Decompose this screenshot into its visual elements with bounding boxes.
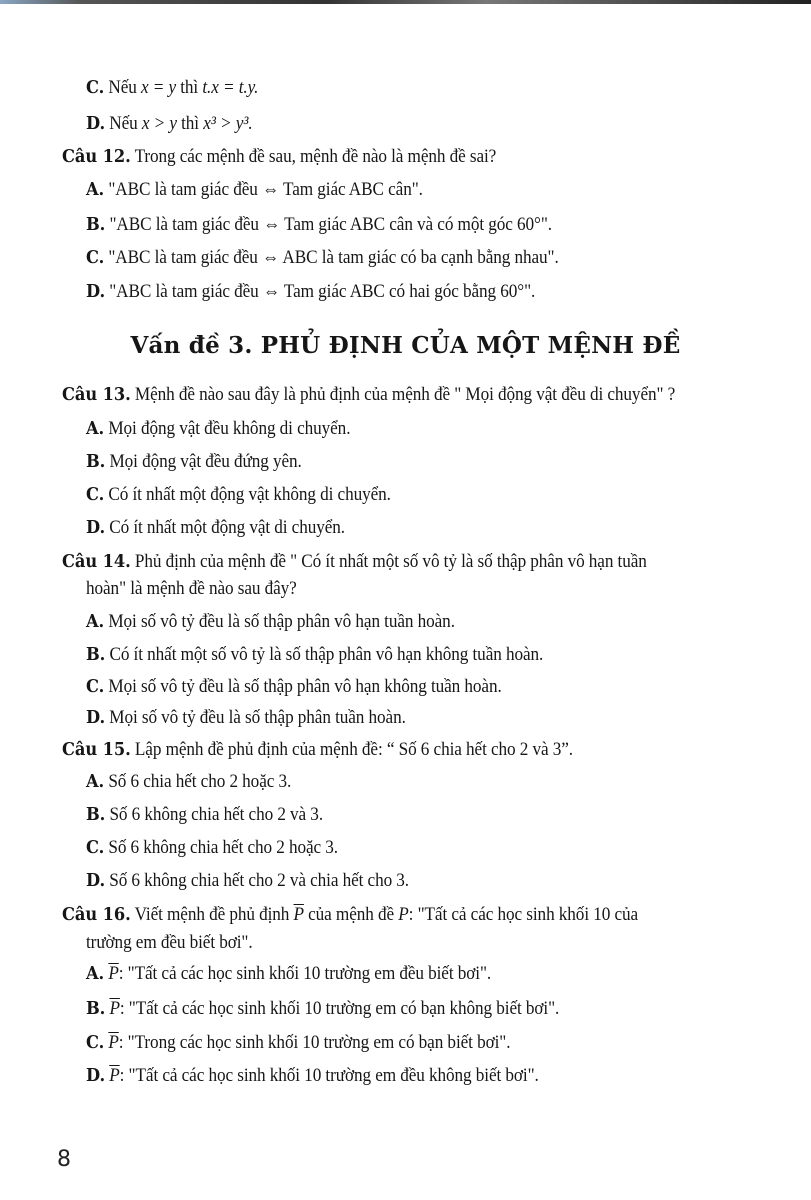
page-top-edge <box>0 0 811 4</box>
option-text: Số 6 không chia hết cho 2 và chia hết cho 3. <box>109 871 410 891</box>
q16-option-a <box>86 964 491 985</box>
question-13 <box>62 385 675 406</box>
option-text: Mọi động vật đều không di chuyển. <box>108 419 351 439</box>
option-text: Mọi số vô tỷ đều là số thập phân vô hạn không tuần hoàn. <box>108 677 502 697</box>
option-label: B. <box>86 805 106 825</box>
option-label: D. <box>86 708 106 728</box>
option-label: B. <box>86 645 106 665</box>
q16-option-b <box>86 999 559 1020</box>
question-14 <box>62 552 647 573</box>
q15-option-c <box>86 838 338 859</box>
question-16-continuation <box>86 933 253 954</box>
option-label: D. <box>86 518 106 538</box>
option-label: A. <box>86 612 105 632</box>
question-number: Câu 14. <box>62 552 131 572</box>
math-result: x³ > y³. <box>203 114 253 134</box>
q15-option-a <box>86 772 291 793</box>
option-text: "ABC là tam giác đều ⇔ Tam giác ABC cân và có một góc 60°". <box>109 215 552 235</box>
option-label: B. <box>86 999 106 1019</box>
q15-option-d <box>86 871 409 892</box>
question-text: hoàn" là mệnh đề nào sau đây? <box>86 579 297 599</box>
question-16 <box>62 905 638 926</box>
question-12 <box>62 147 496 168</box>
option-label: D. <box>86 1066 106 1086</box>
p-symbol: P <box>398 905 409 925</box>
q11-option-d <box>86 114 253 135</box>
option-label: C. <box>86 1033 105 1053</box>
option-label: A. <box>86 419 105 439</box>
question-text: Mệnh đề nào sau đây là phủ định của mệnh đề " Mọi động vật đều di chuyển" ? <box>134 385 676 405</box>
option-text: Có ít nhất một động vật di chuyển. <box>109 518 346 538</box>
option-text: : "Trong các học sinh khối 10 trường em có bạn biết bơi". <box>118 1033 511 1053</box>
option-label: D. <box>86 114 106 134</box>
q11-option-c <box>86 78 258 99</box>
negated-p-symbol: $\overline{P}$ <box>109 999 120 1019</box>
q13-option-b <box>86 452 302 473</box>
q14-option-d <box>86 708 406 729</box>
option-text: thì <box>181 114 199 134</box>
q13-option-d <box>86 518 345 539</box>
question-text: Trong các mệnh đề sau, mệnh đề nào là mệnh đề sai? <box>134 147 497 167</box>
option-label: B. <box>86 215 106 235</box>
option-text: Số 6 chia hết cho 2 hoặc 3. <box>108 772 292 792</box>
option-text: : "Tất cả các học sinh khối 10 trường em đều không biết bơi". <box>119 1066 539 1086</box>
math-condition: x > y <box>141 114 177 134</box>
question-text: trường em đều biết bơi". <box>86 933 253 953</box>
option-text: "ABC là tam giác đều ⇔ ABC là tam giác có ba cạnh bằng nhau". <box>108 248 559 268</box>
option-text: : "Tất cả các học sinh khối 10 trường em có bạn không biết bơi". <box>119 999 560 1019</box>
negated-p-symbol: $\overline{P}$ <box>109 1066 120 1086</box>
math-result: t.x = t.y. <box>202 78 259 98</box>
option-label: A. <box>86 964 105 984</box>
option-label: C. <box>86 248 105 268</box>
q13-option-a <box>86 419 350 440</box>
option-label: A. <box>86 180 105 200</box>
q14-option-c <box>86 677 502 698</box>
option-text: Mọi động vật đều đứng yên. <box>109 452 302 472</box>
negated-p-symbol: $\overline{P}$ <box>108 1033 119 1053</box>
q15-option-b <box>86 805 323 826</box>
question-15 <box>62 740 573 761</box>
question-number: Câu 15. <box>62 740 131 760</box>
q12-option-c <box>86 248 559 269</box>
question-number: Câu 13. <box>62 385 131 405</box>
question-text: Viết mệnh đề phủ định <box>134 905 290 925</box>
q16-option-c <box>86 1033 510 1054</box>
option-text: Có ít nhất một động vật không di chuyển. <box>108 485 391 505</box>
option-label: C. <box>86 677 105 697</box>
option-label: C. <box>86 78 105 98</box>
option-text: Nếu <box>108 78 137 98</box>
question-text: Lập mệnh đề phủ định của mệnh đề: “ Số 6 chia hết cho 2 và 3”. <box>134 740 573 760</box>
option-text: thì <box>180 78 199 98</box>
option-text: "ABC là tam giác đều ⇔ Tam giác ABC cân". <box>108 180 423 200</box>
q14-option-a <box>86 612 455 633</box>
option-text: Có ít nhất một số vô tỷ là số thập phân vô hạn không tuần hoàn. <box>109 645 544 665</box>
option-label: D. <box>86 282 106 302</box>
q12-option-a <box>86 180 423 201</box>
option-text: Mọi số vô tỷ đều là số thập phân vô hạn tuần hoàn. <box>108 612 455 632</box>
question-14-continuation <box>86 579 297 600</box>
option-label: C. <box>86 485 105 505</box>
q12-option-b <box>86 215 552 236</box>
option-text: "ABC là tam giác đều ⇔ Tam giác ABC có hai góc bằng 60°". <box>109 282 536 302</box>
negated-p-symbol: $\overline{P}$ <box>108 964 119 984</box>
option-text: Nếu <box>109 114 138 134</box>
option-text: : "Tất cả các học sinh khối 10 trường em đều biết bơi". <box>118 964 492 984</box>
option-label: A. <box>86 772 105 792</box>
page-number: 8 <box>57 1147 71 1172</box>
option-text: Số 6 không chia hết cho 2 và 3. <box>109 805 324 825</box>
negated-p-symbol: $\overline{P}$ <box>293 905 304 925</box>
section-title: Vấn đề 3. PHỦ ĐỊNH CỦA MỘT MỆNH ĐỀ <box>130 332 681 359</box>
q14-option-b <box>86 645 543 666</box>
question-number: Câu 16. <box>62 905 131 925</box>
option-text: Số 6 không chia hết cho 2 hoặc 3. <box>108 838 339 858</box>
question-text: Phủ định của mệnh đề " Có ít nhất một số vô tỷ là số thập phân vô hạn tuần <box>134 552 647 572</box>
question-number: Câu 12. <box>62 147 131 167</box>
option-label: B. <box>86 452 106 472</box>
q12-option-d <box>86 282 535 303</box>
option-label: D. <box>86 871 106 891</box>
option-text: Mọi số vô tỷ đều là số thập phân tuần hoàn. <box>109 708 406 728</box>
q16-option-d <box>86 1066 539 1087</box>
math-condition: x = y <box>140 78 177 98</box>
option-label: C. <box>86 838 105 858</box>
q13-option-c <box>86 485 391 506</box>
question-text: của mệnh đề <box>308 905 395 925</box>
question-text: : "Tất cả các học sinh khối 10 của <box>408 905 639 925</box>
